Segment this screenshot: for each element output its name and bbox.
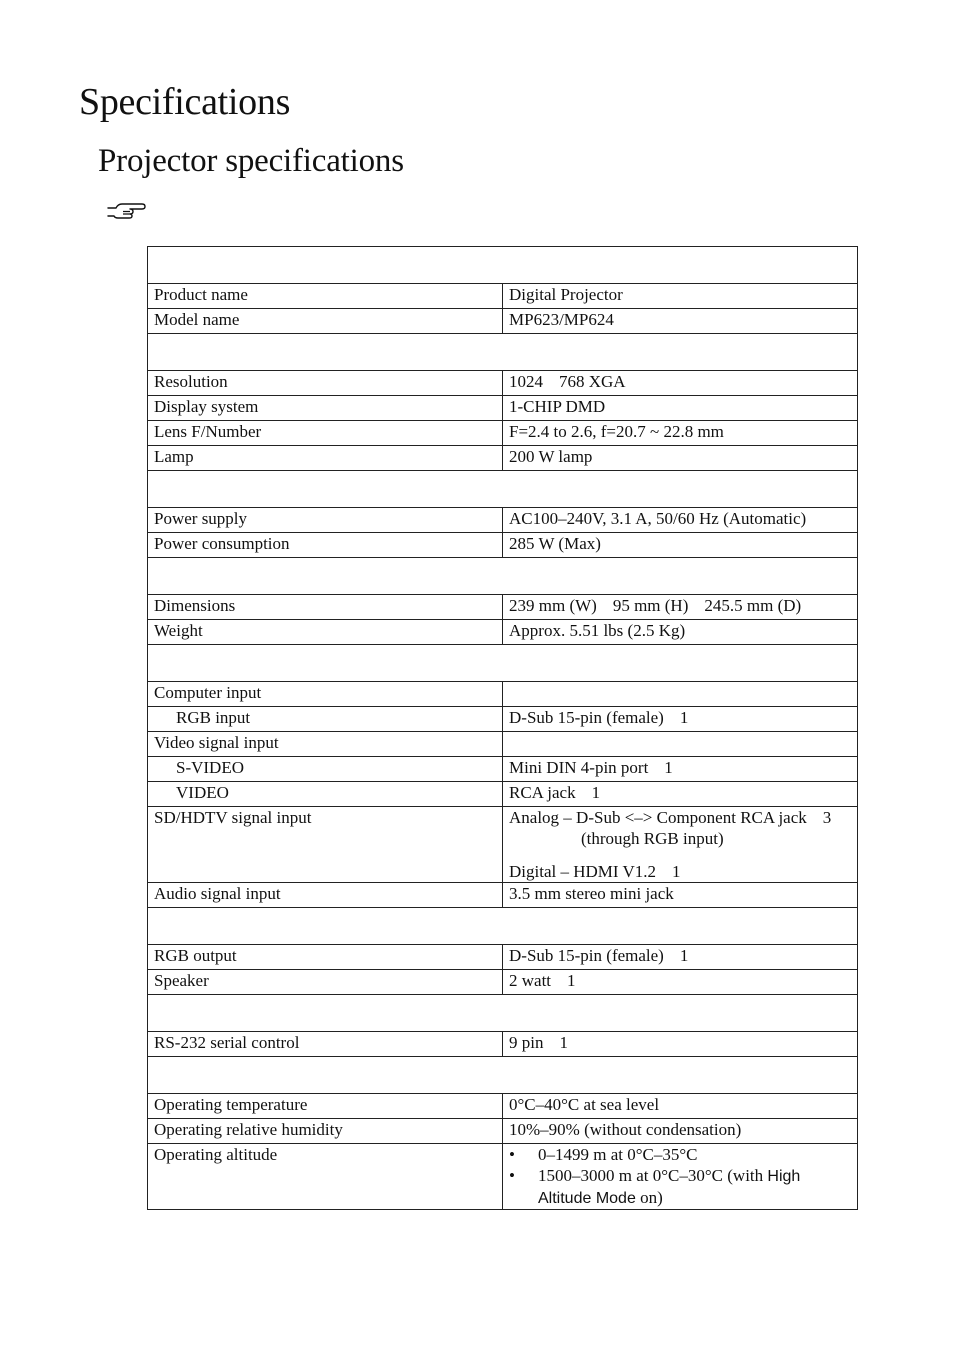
section-row — [148, 471, 858, 508]
altitude-list — [509, 1144, 851, 1209]
table-row — [148, 682, 858, 707]
spec-label: Operating temperature — [148, 1094, 503, 1119]
section-row — [148, 334, 858, 371]
table-row — [148, 533, 858, 558]
table-row — [148, 396, 858, 421]
spec-value: 200 W lamp — [503, 446, 858, 471]
value-part: Mini DIN 4-pin port — [509, 758, 649, 777]
value-part: 245.5 mm (D) — [704, 596, 802, 615]
specifications-table — [147, 246, 858, 1210]
spec-label: Power consumption — [148, 533, 503, 558]
spec-label: Operating altitude — [148, 1144, 503, 1210]
spec-label: S-VIDEO — [148, 757, 503, 782]
spec-label: Audio signal input — [148, 883, 503, 908]
section-row — [148, 908, 858, 945]
spec-label: Video signal input — [148, 732, 503, 757]
spec-label: RGB output — [148, 945, 503, 970]
spec-label: Weight — [148, 620, 503, 645]
spec-label: Lens F/Number — [148, 421, 503, 446]
table-row — [148, 1032, 858, 1057]
page-title: Specifications — [79, 81, 291, 123]
section-row — [148, 645, 858, 682]
spec-value: 1-CHIP DMD — [503, 396, 858, 421]
table-row — [148, 284, 858, 309]
spec-label: VIDEO — [148, 782, 503, 807]
value-part: 1 — [679, 946, 689, 965]
spec-label: Lamp — [148, 446, 503, 471]
spec-value: Digital Projector — [503, 284, 858, 309]
spec-value — [503, 707, 858, 732]
value-part: 1 — [559, 1033, 568, 1052]
value-part: 1 — [679, 708, 689, 727]
table-row — [148, 620, 858, 645]
table-row — [148, 883, 858, 908]
table-row — [148, 945, 858, 970]
spec-label: Computer input — [148, 682, 503, 707]
list-item: • 1500–3000 m at 0°C–30°C (with High Altitude Mode on) — [509, 1165, 851, 1209]
table-row — [148, 309, 858, 334]
table-row — [148, 1094, 858, 1119]
table-row — [148, 1144, 858, 1210]
list-item: • 0–1499 m at 0°C–35°C — [509, 1144, 851, 1165]
spec-value — [503, 782, 858, 807]
value-part: 95 mm (H) — [612, 596, 689, 615]
value-line: Digital – HDMI V1.2 1 — [509, 862, 681, 881]
value-part: 1 — [591, 783, 601, 802]
spec-label: Power supply — [148, 508, 503, 533]
spec-value — [503, 682, 858, 707]
spec-label: SD/HDTV signal input — [148, 807, 503, 883]
spec-label: Product name — [148, 284, 503, 309]
spec-value — [503, 970, 858, 995]
value-part: RCA jack — [509, 783, 576, 802]
spec-value: 10%–90% (without condensation) — [503, 1119, 858, 1144]
value-line: (through RGB input) — [581, 829, 724, 848]
spec-value — [503, 1144, 858, 1210]
spec-value: 0°C–40°C at sea level — [503, 1094, 858, 1119]
spec-label: Speaker — [148, 970, 503, 995]
spec-label: RS-232 serial control — [148, 1032, 503, 1057]
spec-value: 285 W (Max) — [503, 533, 858, 558]
table-row — [148, 595, 858, 620]
spec-label: Dimensions — [148, 595, 503, 620]
spec-value: Approx. 5.51 lbs (2.5 Kg) — [503, 620, 858, 645]
spec-value — [503, 732, 858, 757]
mode-name: High Altitude Mode — [538, 1168, 801, 1207]
table-row — [148, 1119, 858, 1144]
section-row — [148, 247, 858, 284]
spec-label: Operating relative humidity — [148, 1119, 503, 1144]
value-part: 1 — [664, 758, 673, 777]
value-part: 2 watt — [509, 971, 552, 990]
value-line: Analog – D-Sub <–> Component RCA jack 3 — [509, 808, 832, 827]
pointing-hand-icon — [106, 199, 148, 221]
table-row — [148, 371, 858, 396]
table-row — [148, 757, 858, 782]
section-row — [148, 995, 858, 1032]
value-part: 9 pin — [509, 1033, 544, 1052]
spec-value — [503, 757, 858, 782]
spec-label: Model name — [148, 309, 503, 334]
spec-value: F=2.4 to 2.6, f=20.7 ~ 22.8 mm — [503, 421, 858, 446]
value-part: 1 — [567, 971, 576, 990]
spec-value: MP623/MP624 — [503, 309, 858, 334]
table-row — [148, 508, 858, 533]
value-part: 239 mm (W) — [509, 596, 597, 615]
value-part: 1024 — [509, 372, 543, 391]
value-part: D-Sub 15-pin (female) — [509, 708, 664, 727]
spec-value — [503, 371, 858, 396]
spec-value — [503, 595, 858, 620]
spec-label: Display system — [148, 396, 503, 421]
table-row — [148, 732, 858, 757]
spec-value: 3.5 mm stereo mini jack — [503, 883, 858, 908]
section-row — [148, 558, 858, 595]
spec-value — [503, 807, 858, 883]
table-row — [148, 782, 858, 807]
spec-value: AC100–240V, 3.1 A, 50/60 Hz (Automatic) — [503, 508, 858, 533]
spec-label: RGB input — [148, 707, 503, 732]
value-part: D-Sub 15-pin (female) — [509, 946, 664, 965]
spec-value — [503, 945, 858, 970]
table-row — [148, 707, 858, 732]
table-row — [148, 807, 858, 883]
section-title: Projector specifications — [98, 143, 404, 179]
section-row — [148, 1057, 858, 1094]
table-row — [148, 446, 858, 471]
spec-value — [503, 1032, 858, 1057]
spec-label: Resolution — [148, 371, 503, 396]
table-row — [148, 970, 858, 995]
value-part: 768 XGA — [559, 372, 626, 391]
table-row — [148, 421, 858, 446]
